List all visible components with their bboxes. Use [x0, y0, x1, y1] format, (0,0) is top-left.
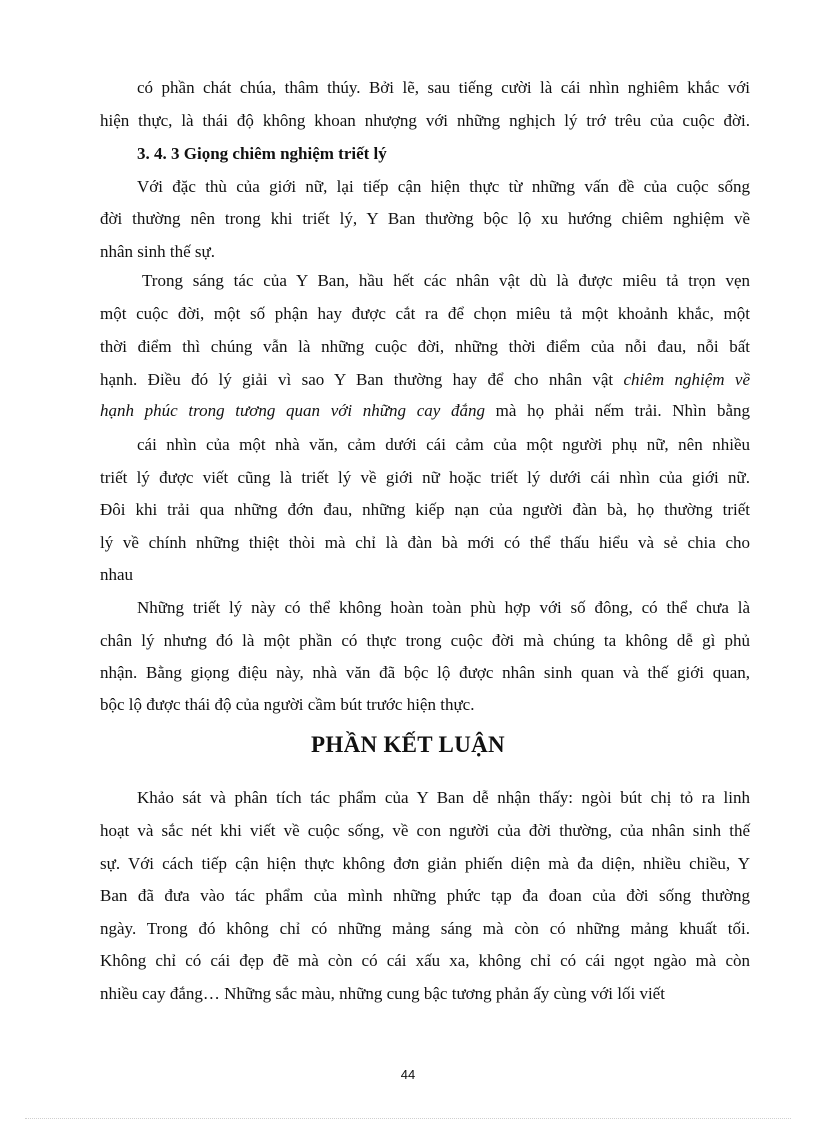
text-line: Ban đã đưa vào tác phẩm của mình những phức tạp đa đoan của đời sống thường [100, 886, 750, 905]
text-segment: hạnh. Điều đó lý giải vì sao Y Ban thường hay để cho nhân vật [100, 370, 614, 389]
text-line: Không chỉ có cái đẹp đẽ mà còn có cái xấu xa, không chỉ có cái ngọt ngào mà còn [100, 951, 750, 970]
text-segment: mà họ phải nếm trải. Nhìn bằng [495, 401, 750, 420]
italic-phrase: chiêm nghiệm về [623, 370, 750, 389]
text-line: nhận. Bằng giọng điệu này, nhà văn đã bộc lộ được nhân sinh quan và thế giới quan, [100, 663, 750, 682]
italic-phrase: hạnh phúc trong tương quan với những cay đắng [100, 401, 485, 420]
text-line: ngày. Trong đó không chỉ có những mảng sáng mà còn có những mảng khuất tối. [100, 919, 750, 938]
footer-divider [25, 1118, 791, 1119]
text-line: cái nhìn của một nhà văn, cảm dưới cái cảm của một người phụ nữ, nên nhiều [137, 435, 750, 454]
text-line: Khảo sát và phân tích tác phẩm của Y Ban dễ nhận thấy: ngòi bút chị tỏ ra linh [137, 788, 750, 807]
text-line: thời điểm thì chúng vẫn là những cuộc đời, những thời điểm của nỗi đau, nỗi bất [100, 337, 750, 356]
text-line-mixed [100, 400, 750, 422]
text-line: sự. Với cách tiếp cận hiện thực không đơn giản phiến diện mà đa diện, nhiều chiều, Y [100, 854, 750, 873]
text-line: Với đặc thù của giới nữ, lại tiếp cận hiện thực từ những vấn đề của cuộc sống [137, 177, 750, 196]
page-number: 44 [400, 1067, 416, 1082]
text-line: hoạt và sắc nét khi viết về cuộc sống, về con người của đời thường, của nhân sinh thế [100, 821, 750, 840]
text-line: chân lý nhưng đó là một phần có thực trong cuộc đời mà chúng ta không dễ gì phủ [100, 631, 750, 650]
text-line: có phần chát chúa, thâm thúy. Bởi lẽ, sau tiếng cười là cái nhìn nghiêm khắc với [137, 78, 750, 97]
text-line: Những triết lý này có thể không hoàn toàn phù hợp với số đông, có thể chưa là [137, 598, 750, 617]
text-line: nhiều cay đắng… Những sắc màu, những cung bậc tương phản ấy cùng với lối viết [100, 984, 665, 1003]
text-line: hiện thực, là thái độ không khoan nhượng với những nghịch lý trớ trêu của cuộc đời. [100, 111, 750, 130]
text-line: Trong sáng tác của Y Ban, hầu hết các nhân vật dù là được miêu tả trọn vẹn [142, 271, 750, 290]
text-line: nhân sinh thế sự. [100, 242, 215, 261]
text-line-mixed [100, 369, 750, 391]
text-line: một cuộc đời, một số phận hay được cắt ra để chọn miêu tả một khoảnh khắc, một [100, 304, 750, 323]
text-line: Đôi khi trải qua những đớn đau, những kiếp nạn của người đàn bà, họ thường triết [100, 500, 750, 519]
subsection-heading: 3. 4. 3 Giọng chiêm nghiệm triết lý [137, 144, 387, 163]
text-line: nhau [100, 565, 134, 584]
text-line: bộc lộ được thái độ của người cầm bút trước hiện thực. [100, 695, 475, 714]
text-line: đời thường nên trong khi triết lý, Y Ban thường bộc lộ xu hướng chiêm nghiệm về [100, 209, 750, 228]
text-line: triết lý được viết cũng là triết lý về giới nữ hoặc triết lý dưới cái nhìn của giới nữ. [100, 468, 750, 487]
section-title: PHẦN KẾT LUẬN [311, 732, 505, 757]
text-line: lý về chính những thiệt thòi mà chỉ là đàn bà mới có thể thấu hiểu và sẻ chia cho [100, 533, 750, 552]
